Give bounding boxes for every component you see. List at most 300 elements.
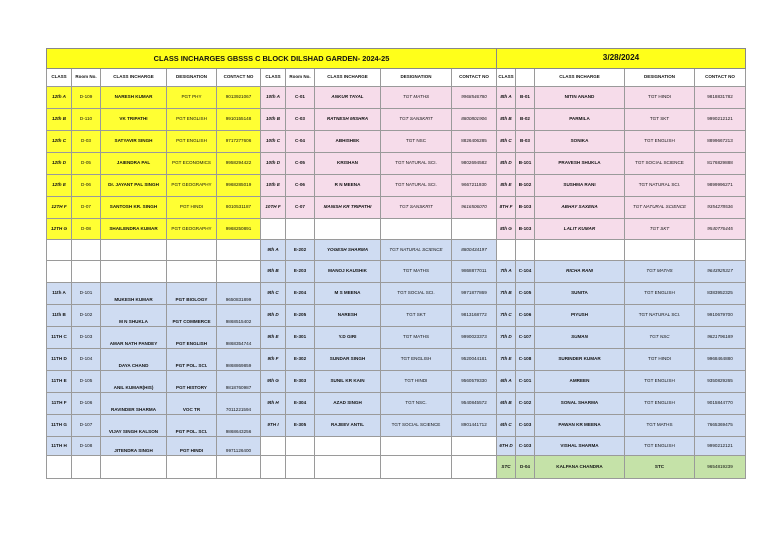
class-cell[interactable]: 10th B (261, 109, 286, 131)
designation-cell[interactable]: TGT MATHS (381, 87, 452, 109)
designation-cell[interactable] (625, 240, 695, 261)
incharge-cell[interactable]: NARESH (315, 305, 381, 327)
contact-cell[interactable]: 9654819239 (695, 456, 746, 479)
room-cell[interactable]: C-105 (516, 283, 535, 305)
incharge-cell[interactable]: SUNIL KR KAIN (315, 371, 381, 393)
contact-cell[interactable]: 9868354744 (217, 327, 261, 349)
incharge-cell[interactable]: VIJAY SINGH KALSON (101, 415, 167, 437)
designation-cell[interactable]: TGT NATURAL SCI. (381, 153, 452, 175)
class-cell[interactable]: 11TH E (47, 371, 72, 393)
incharge-cell[interactable]: SUSHMA RANI (535, 175, 625, 197)
designation-cell[interactable]: PGT POL. SCI. (167, 349, 217, 371)
empty-cell[interactable] (167, 456, 217, 479)
room-cell[interactable]: D-06 (72, 175, 101, 197)
room-cell[interactable]: C-102 (516, 393, 535, 415)
class-cell[interactable]: 11th A (47, 283, 72, 305)
class-cell[interactable]: 12th D (47, 153, 72, 175)
class-cell[interactable]: 9th B (261, 261, 286, 283)
column-header[interactable]: CONTACT NO (217, 69, 261, 87)
designation-cell[interactable] (381, 219, 452, 240)
class-cell[interactable]: 12th C (47, 131, 72, 153)
incharge-cell[interactable]: R N MEENA (315, 175, 381, 197)
empty-cell[interactable] (286, 437, 315, 456)
designation-cell[interactable]: TGT MATHS (625, 261, 695, 283)
empty-cell[interactable] (167, 261, 217, 283)
class-cell[interactable]: 12TH F (47, 197, 72, 219)
class-cell[interactable]: 8th D (497, 153, 516, 175)
empty-cell[interactable] (381, 456, 452, 479)
class-cell[interactable] (497, 240, 516, 261)
empty-cell[interactable] (47, 261, 72, 283)
room-cell[interactable]: E-302 (286, 349, 315, 371)
contact-cell[interactable]: 9971126400 (217, 437, 261, 456)
designation-cell[interactable]: TGT NATURAL SCIENCE (381, 240, 452, 261)
class-cell[interactable]: 8th E (497, 175, 516, 197)
incharge-cell[interactable]: RICHA RANI (535, 261, 625, 283)
room-cell[interactable]: D-07 (72, 197, 101, 219)
incharge-cell[interactable]: NITIN ANAND (535, 87, 625, 109)
contact-cell[interactable]: 8010531187 (217, 197, 261, 219)
incharge-cell[interactable] (535, 240, 625, 261)
table-row (47, 327, 746, 349)
designation-cell[interactable]: VOC TR (167, 393, 217, 415)
contact-cell[interactable]: 9015844770 (695, 393, 746, 415)
class-cell[interactable]: 9th D (261, 305, 286, 327)
designation-cell[interactable]: TGT SANSKRIT (381, 197, 452, 219)
room-cell[interactable]: D-104 (72, 349, 101, 371)
room-cell[interactable]: B-101 (516, 153, 535, 175)
sheet-date[interactable]: 3/28/2024 (497, 49, 746, 69)
room-cell[interactable]: C-103 (516, 415, 535, 437)
contact-cell[interactable]: 9968464880 (695, 349, 746, 371)
contact-cell[interactable]: 9818760987 (217, 371, 261, 393)
contact-cell[interactable]: 9717277606 (217, 131, 261, 153)
room-cell[interactable]: B-102 (516, 175, 535, 197)
designation-cell[interactable]: TGT SOCIAL SCIENCE (625, 153, 695, 175)
contact-cell[interactable]: 9667211930 (452, 175, 497, 197)
incharge-cell[interactable]: NARESH KUMAR (101, 87, 167, 109)
table-row (47, 261, 746, 283)
contact-cell[interactable]: 7665369475 (695, 415, 746, 437)
designation-cell[interactable]: TGT NATURAL SCI. (625, 305, 695, 327)
contact-cell[interactable]: 8826406285 (452, 131, 497, 153)
column-header[interactable]: DESIGNATION (167, 69, 217, 87)
class-cell[interactable]: 11th B (47, 305, 72, 327)
class-cell[interactable]: 9TH I (261, 415, 286, 437)
designation-cell[interactable]: TGT SOCIAL SCI. (381, 283, 452, 305)
designation-cell[interactable]: TGT ENGLISH (625, 131, 695, 153)
room-cell[interactable]: D-08 (72, 219, 101, 240)
class-cell[interactable]: 7th E (497, 349, 516, 371)
contact-cell[interactable]: 9990023373 (452, 327, 497, 349)
table-row (47, 219, 746, 240)
incharge-cell[interactable]: JAIENDRA PAL (101, 153, 167, 175)
empty-cell[interactable] (452, 437, 497, 456)
room-cell[interactable]: D-05 (72, 153, 101, 175)
designation-cell[interactable]: TGT MATHS (381, 261, 452, 283)
designation-cell[interactable]: PGT HINDI (167, 437, 217, 456)
contact-cell[interactable]: 9540776445 (695, 219, 746, 240)
contact-cell[interactable]: 9910679700 (695, 305, 746, 327)
column-header[interactable]: DESIGNATION (625, 69, 695, 87)
incharge-cell[interactable]: SUNITA (535, 283, 625, 305)
room-cell[interactable]: D-101 (72, 283, 101, 305)
room-cell[interactable]: C-107 (516, 327, 535, 349)
class-cell[interactable]: 10th A (261, 87, 286, 109)
designation-cell[interactable]: TGT MATHS (625, 415, 695, 437)
incharge-cell[interactable]: PIYUSH (535, 305, 625, 327)
empty-cell[interactable] (72, 261, 101, 283)
column-header[interactable]: CLASS INCHARGE (315, 69, 381, 87)
sheet-title[interactable]: CLASS INCHARGES GBSSS C BLOCK DILSHAD GARDEN- 2024-25 (47, 49, 497, 69)
class-cell[interactable]: 8TH F (497, 197, 516, 219)
room-cell[interactable]: E-203 (286, 261, 315, 283)
room-cell[interactable]: E-305 (286, 415, 315, 437)
room-cell[interactable]: D-109 (72, 87, 101, 109)
column-header[interactable]: Room No. (72, 69, 101, 87)
class-cell[interactable]: STC (497, 456, 516, 479)
column-header[interactable]: CLASS (261, 69, 286, 87)
designation-cell[interactable]: PGT HINDI (167, 197, 217, 219)
incharge-cell[interactable]: RATNESH MISHRA (315, 109, 381, 131)
designation-cell[interactable]: PGT COMMERCE (167, 305, 217, 327)
contact-cell[interactable]: 9899996271 (695, 175, 746, 197)
contact-cell[interactable]: 9616506070 (452, 197, 497, 219)
incharge-cell[interactable]: SONIKA (535, 131, 625, 153)
table-row (47, 437, 746, 456)
incharge-cell[interactable]: RAJEEV ANTIL (315, 415, 381, 437)
room-cell[interactable]: D-105 (72, 371, 101, 393)
room-cell[interactable]: D-102 (72, 305, 101, 327)
empty-cell[interactable] (101, 261, 167, 283)
designation-cell[interactable]: TGT NATURAL SCIENCE (625, 197, 695, 219)
designation-cell[interactable]: TGT SKT (625, 109, 695, 131)
contact-cell[interactable]: 9910155148 (217, 109, 261, 131)
contact-cell[interactable]: 9650831899 (217, 283, 261, 305)
contact-cell[interactable]: 8899667213 (695, 131, 746, 153)
class-cell[interactable]: 7th D (497, 327, 516, 349)
room-cell[interactable]: C-01 (286, 87, 315, 109)
room-cell[interactable]: E-202 (286, 240, 315, 261)
incharge-cell[interactable]: M N SHUKLA (101, 305, 167, 327)
incharge-cell[interactable]: KRISHAN (315, 153, 381, 175)
incharge-cell[interactable]: JITENDRA SINGH (101, 437, 167, 456)
incharge-cell[interactable]: ANIL KUMAR(HIS) (101, 371, 167, 393)
designation-cell[interactable]: TGT ENGLISH (625, 283, 695, 305)
class-cell[interactable]: 9th H (261, 393, 286, 415)
designation-cell[interactable]: TGT ENGLISH (625, 393, 695, 415)
table-row (47, 131, 746, 153)
incharge-cell[interactable]: ABHAY SAXENA (535, 197, 625, 219)
designation-cell[interactable]: PGT HISTORY (167, 371, 217, 393)
room-cell[interactable]: B-01 (516, 87, 535, 109)
designation-cell[interactable]: PGT ECONOMICS (167, 153, 217, 175)
class-cell[interactable]: 9th F (261, 349, 286, 371)
room-cell[interactable] (516, 240, 535, 261)
designation-cell[interactable]: TGT ENGLISH (625, 371, 695, 393)
room-cell[interactable]: C-04 (286, 131, 315, 153)
designation-cell[interactable]: TGT ENGLISH (625, 437, 695, 456)
column-header[interactable]: CLASS (47, 69, 72, 87)
class-cell[interactable]: 9th C (261, 283, 286, 305)
class-cell[interactable]: 10th C (261, 131, 286, 153)
designation-cell[interactable]: TGT SKT (381, 305, 452, 327)
contact-cell[interactable]: 8383952325 (695, 283, 746, 305)
incharge-cell[interactable]: ANKUR TAYAL (315, 87, 381, 109)
contact-cell[interactable]: 9643925317 (695, 261, 746, 283)
class-cell[interactable]: 7th C (497, 305, 516, 327)
incharge-cell[interactable]: DAYA CHAND (101, 349, 167, 371)
class-cell[interactable]: 12th E (47, 175, 72, 197)
incharge-cell[interactable]: AZAD SINGH (315, 393, 381, 415)
class-cell[interactable]: 11TH D (47, 349, 72, 371)
designation-cell[interactable]: TGT SOCIAL SCIENCE (381, 415, 452, 437)
room-cell[interactable]: B-103 (516, 219, 535, 240)
class-cell[interactable]: 11TH G (47, 415, 72, 437)
designation-cell[interactable]: TGT NATURAL SCI. (381, 175, 452, 197)
designation-cell[interactable]: PGT GEOGRAPHY (167, 219, 217, 240)
room-cell[interactable]: B-03 (516, 131, 535, 153)
room-cell[interactable]: C-106 (516, 305, 535, 327)
room-cell[interactable]: C-108 (516, 349, 535, 371)
class-cell[interactable]: 10TH F (261, 197, 286, 219)
incharge-cell[interactable]: SURINDER KUMAR (535, 349, 625, 371)
table-row (47, 175, 746, 197)
room-cell[interactable]: D-04 (516, 456, 535, 479)
room-cell[interactable]: C-05 (286, 153, 315, 175)
designation-cell[interactable]: PGT PHY (167, 87, 217, 109)
contact-cell[interactable]: 9813168772 (452, 305, 497, 327)
column-header[interactable]: CLASS (497, 69, 516, 87)
class-cell[interactable]: 12th A (47, 87, 72, 109)
class-cell[interactable]: 8th B (497, 109, 516, 131)
contact-cell[interactable]: 9821796189 (695, 327, 746, 349)
table-row (47, 456, 746, 479)
contact-cell[interactable]: 9990212121 (695, 109, 746, 131)
contact-cell[interactable]: 9868869859 (217, 349, 261, 371)
room-cell[interactable]: E-205 (286, 305, 315, 327)
column-header[interactable]: CONTACT NO (695, 69, 746, 87)
incharge-cell[interactable]: Y.D GIRI (315, 327, 381, 349)
empty-cell[interactable] (452, 456, 497, 479)
designation-cell[interactable]: TGT NSC (625, 327, 695, 349)
table-row (47, 283, 746, 305)
contact-cell[interactable]: 9560579330 (452, 371, 497, 393)
designation-cell[interactable]: TGT NSC. (381, 393, 452, 415)
contact-cell[interactable]: 9802694582 (452, 153, 497, 175)
column-header[interactable]: CLASS INCHARGE (101, 69, 167, 87)
incharge-cell[interactable]: SANTOSH KR. SINGH (101, 197, 167, 219)
contact-cell[interactable]: 9520044181 (452, 349, 497, 371)
empty-cell[interactable] (101, 456, 167, 479)
contact-cell[interactable]: 9540845572 (452, 393, 497, 415)
empty-cell[interactable] (47, 240, 72, 261)
incharge-cell[interactable]: PARMILA (535, 109, 625, 131)
incharge-cell[interactable]: SUMAN (535, 327, 625, 349)
contact-cell[interactable]: 9013921067 (217, 87, 261, 109)
contact-cell[interactable]: 7011221594 (217, 393, 261, 415)
incharge-cell[interactable]: VK TRIPATHI (101, 109, 167, 131)
class-cell[interactable]: 8th G (497, 219, 516, 240)
class-cell[interactable]: 8th C (497, 131, 516, 153)
empty-cell[interactable] (381, 437, 452, 456)
contact-cell[interactable]: 9818831782 (695, 87, 746, 109)
class-cell[interactable]: 9th G (261, 371, 286, 393)
room-cell[interactable]: E-204 (286, 283, 315, 305)
designation-cell[interactable]: PGT ENGLISH (167, 327, 217, 349)
table-row (47, 109, 746, 131)
room-cell[interactable]: D-110 (72, 109, 101, 131)
incharge-cell[interactable]: SUNDAR SINGH (315, 349, 381, 371)
contact-cell[interactable]: 9350829265 (695, 371, 746, 393)
empty-cell[interactable] (315, 456, 381, 479)
empty-cell[interactable] (47, 456, 72, 479)
incharge-cell[interactable]: M S MEENA (315, 283, 381, 305)
empty-cell[interactable] (261, 456, 286, 479)
column-header[interactable]: Room No. (286, 69, 315, 87)
contact-cell[interactable]: 9868643256 (217, 415, 261, 437)
contact-cell[interactable] (452, 219, 497, 240)
class-cell[interactable]: 12TH G (47, 219, 72, 240)
designation-cell[interactable]: PGT POL. SCI. (167, 415, 217, 437)
designation-cell[interactable]: PGT ENGLISH (167, 109, 217, 131)
contact-cell[interactable]: 8800434197 (452, 240, 497, 261)
column-header[interactable]: DESIGNATION (381, 69, 452, 87)
class-cell[interactable]: 7th B (497, 283, 516, 305)
room-cell[interactable]: C-101 (516, 371, 535, 393)
empty-cell[interactable] (261, 437, 286, 456)
table-row (47, 415, 746, 437)
designation-cell[interactable]: TGT ENGLISH (381, 349, 452, 371)
designation-cell[interactable]: TGT NATURAL SCI. (625, 175, 695, 197)
contact-cell[interactable]: 8901441712 (452, 415, 497, 437)
class-cell[interactable]: 10th D (261, 153, 286, 175)
column-header[interactable] (516, 69, 535, 87)
table-row (47, 305, 746, 327)
incharge-cell[interactable]: ABHISHEK (315, 131, 381, 153)
class-cell[interactable]: 8th A (497, 87, 516, 109)
class-cell[interactable] (261, 219, 286, 240)
incharge-cell[interactable]: PRAVESH SHUKLA (535, 153, 625, 175)
room-cell[interactable]: D-106 (72, 393, 101, 415)
room-cell[interactable]: E-303 (286, 371, 315, 393)
designation-cell[interactable]: STC (625, 456, 695, 479)
empty-cell[interactable] (217, 261, 261, 283)
contact-cell[interactable]: 9990212121 (695, 437, 746, 456)
class-cell[interactable]: 6th C (497, 415, 516, 437)
class-cell[interactable]: 10th E (261, 175, 286, 197)
room-cell[interactable]: E-304 (286, 393, 315, 415)
column-header[interactable]: CONTACT NO (452, 69, 497, 87)
incharge-cell[interactable]: PAWAN KR MEENA (535, 415, 625, 437)
designation-cell[interactable]: TGT SKT (625, 219, 695, 240)
incharge-cell[interactable]: AMREEN (535, 371, 625, 393)
incharge-cell[interactable]: SONAL SHARMA (535, 393, 625, 415)
contact-cell[interactable]: 9971877869 (452, 283, 497, 305)
empty-cell[interactable] (217, 240, 261, 261)
class-cell[interactable]: 6th A (497, 371, 516, 393)
room-cell[interactable]: C-104 (516, 261, 535, 283)
incharge-cell[interactable]: YOGESH SHARMA (315, 240, 381, 261)
incharge-cell[interactable]: MUKESH KUMAR (101, 283, 167, 305)
class-cell[interactable]: 6TH D (497, 437, 516, 456)
room-cell[interactable]: C-03 (286, 109, 315, 131)
contact-cell[interactable]: 9354278536 (695, 197, 746, 219)
room-cell[interactable] (286, 219, 315, 240)
contact-cell[interactable]: 9968250891 (217, 219, 261, 240)
incharge-cell[interactable]: RAVINDER SHARMA (101, 393, 167, 415)
class-cell[interactable]: 11TH H (47, 437, 72, 456)
room-cell[interactable]: C-07 (286, 197, 315, 219)
room-cell[interactable]: D-107 (72, 415, 101, 437)
empty-cell[interactable] (101, 240, 167, 261)
class-cell[interactable]: 11TH F (47, 393, 72, 415)
incharge-cell[interactable]: MANOJ KAUSHIK (315, 261, 381, 283)
contact-cell[interactable]: 9868877011 (452, 261, 497, 283)
room-cell[interactable]: E-301 (286, 327, 315, 349)
contact-cell[interactable]: 9968546780 (452, 87, 497, 109)
incharge-cell[interactable]: MANISH KR TRIPATHI (315, 197, 381, 219)
empty-cell[interactable] (167, 240, 217, 261)
designation-cell[interactable]: TGT HINDI (625, 87, 695, 109)
incharge-cell[interactable]: KALPANA CHANDRA (535, 456, 625, 479)
class-cell[interactable]: 9th A (261, 240, 286, 261)
incharge-cell[interactable]: Dr. JAYANT PAL SINGH (101, 175, 167, 197)
designation-cell[interactable]: TGT HINDI (381, 371, 452, 393)
table-row (47, 240, 746, 261)
incharge-cell[interactable]: VISHAL SHARMA (535, 437, 625, 456)
class-cell[interactable]: 7th A (497, 261, 516, 283)
room-cell[interactable]: D-03 (72, 131, 101, 153)
designation-cell[interactable]: TGT NSC (381, 131, 452, 153)
contact-cell[interactable]: 9968285019 (217, 175, 261, 197)
empty-cell[interactable] (217, 456, 261, 479)
empty-cell[interactable] (72, 240, 101, 261)
room-cell[interactable]: D-108 (72, 437, 101, 456)
incharge-cell[interactable]: SATYAVIR SINGH (101, 131, 167, 153)
class-cell[interactable]: 6th B (497, 393, 516, 415)
room-cell[interactable]: B-103 (516, 197, 535, 219)
designation-cell[interactable]: TGT HINDI (625, 349, 695, 371)
empty-cell[interactable] (72, 456, 101, 479)
room-cell[interactable]: B-02 (516, 109, 535, 131)
contact-cell[interactable]: 8800801906 (452, 109, 497, 131)
incharge-cell[interactable]: SHAILENDRA KUMAR (101, 219, 167, 240)
room-cell[interactable]: C-103 (516, 437, 535, 456)
designation-cell[interactable]: PGT ENGLISH (167, 131, 217, 153)
incharge-cell[interactable]: AMAR NATH PANDEY (101, 327, 167, 349)
contact-cell[interactable]: 9958294422 (217, 153, 261, 175)
column-header[interactable]: CLASS INCHARGE (535, 69, 625, 87)
class-cell[interactable]: 12th B (47, 109, 72, 131)
empty-cell[interactable] (315, 437, 381, 456)
contact-cell[interactable]: 8176829888 (695, 153, 746, 175)
incharge-cell[interactable]: LALIT KUMAR (535, 219, 625, 240)
designation-cell[interactable]: PGT BIOLOGY (167, 283, 217, 305)
contact-cell[interactable]: 9868515402 (217, 305, 261, 327)
room-cell[interactable]: D-103 (72, 327, 101, 349)
incharge-cell[interactable] (315, 219, 381, 240)
room-cell[interactable]: C-06 (286, 175, 315, 197)
class-cell[interactable]: 9th E (261, 327, 286, 349)
table-row (47, 87, 746, 109)
designation-cell[interactable]: TGT SANSKRIT (381, 109, 452, 131)
contact-cell[interactable] (695, 240, 746, 261)
empty-cell[interactable] (286, 456, 315, 479)
class-cell[interactable]: 11TH C (47, 327, 72, 349)
designation-cell[interactable]: PGT GEOGRAPHY (167, 175, 217, 197)
designation-cell[interactable]: TGT MATHS (381, 327, 452, 349)
